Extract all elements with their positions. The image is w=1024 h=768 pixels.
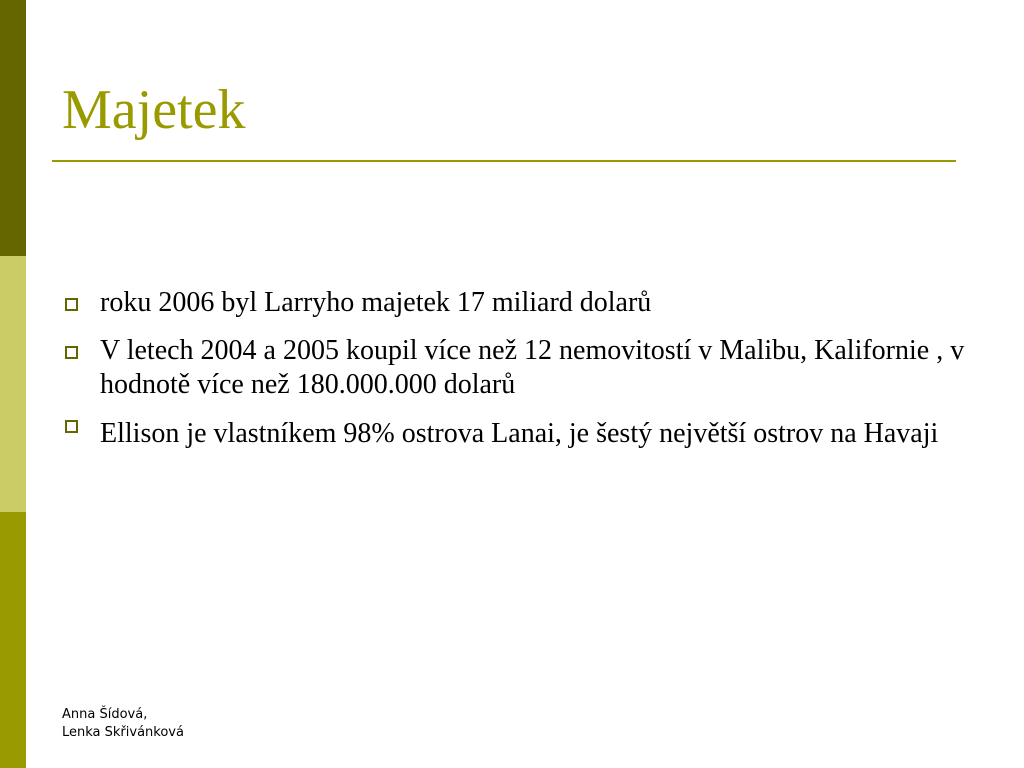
side-bar-middle — [0, 256, 26, 512]
square-bullet-icon — [65, 346, 78, 359]
bullet-item — [62, 286, 982, 320]
footer-authors — [62, 706, 184, 742]
slide-title: Majetek — [62, 79, 246, 141]
square-bullet-icon — [65, 298, 78, 311]
title-underline — [52, 160, 956, 162]
bullet-list — [62, 286, 982, 474]
bullet-text: roku 2006 byl Larryho majetek 17 miliard dolarů — [100, 287, 652, 318]
footer-author-2: Lenka Skřivánková — [62, 725, 184, 740]
bullet-text: Ellison je vlastníkem 98% ostrova Lanai, je šestý největší ostrov na Havaji — [100, 418, 939, 449]
side-bar-bottom — [0, 512, 26, 768]
footer-author-1: Anna Šídová, — [62, 707, 148, 722]
square-bullet-icon — [65, 420, 78, 433]
bullet-text: V letech 2004 a 2005 koupil více než 12 nemovitostí v Malibu, Kalifornie , v hodnotě více než 180.000.000 dolarů — [100, 335, 965, 400]
bullet-item — [62, 334, 982, 402]
bullet-item — [62, 408, 982, 460]
side-bar-top — [0, 0, 26, 256]
